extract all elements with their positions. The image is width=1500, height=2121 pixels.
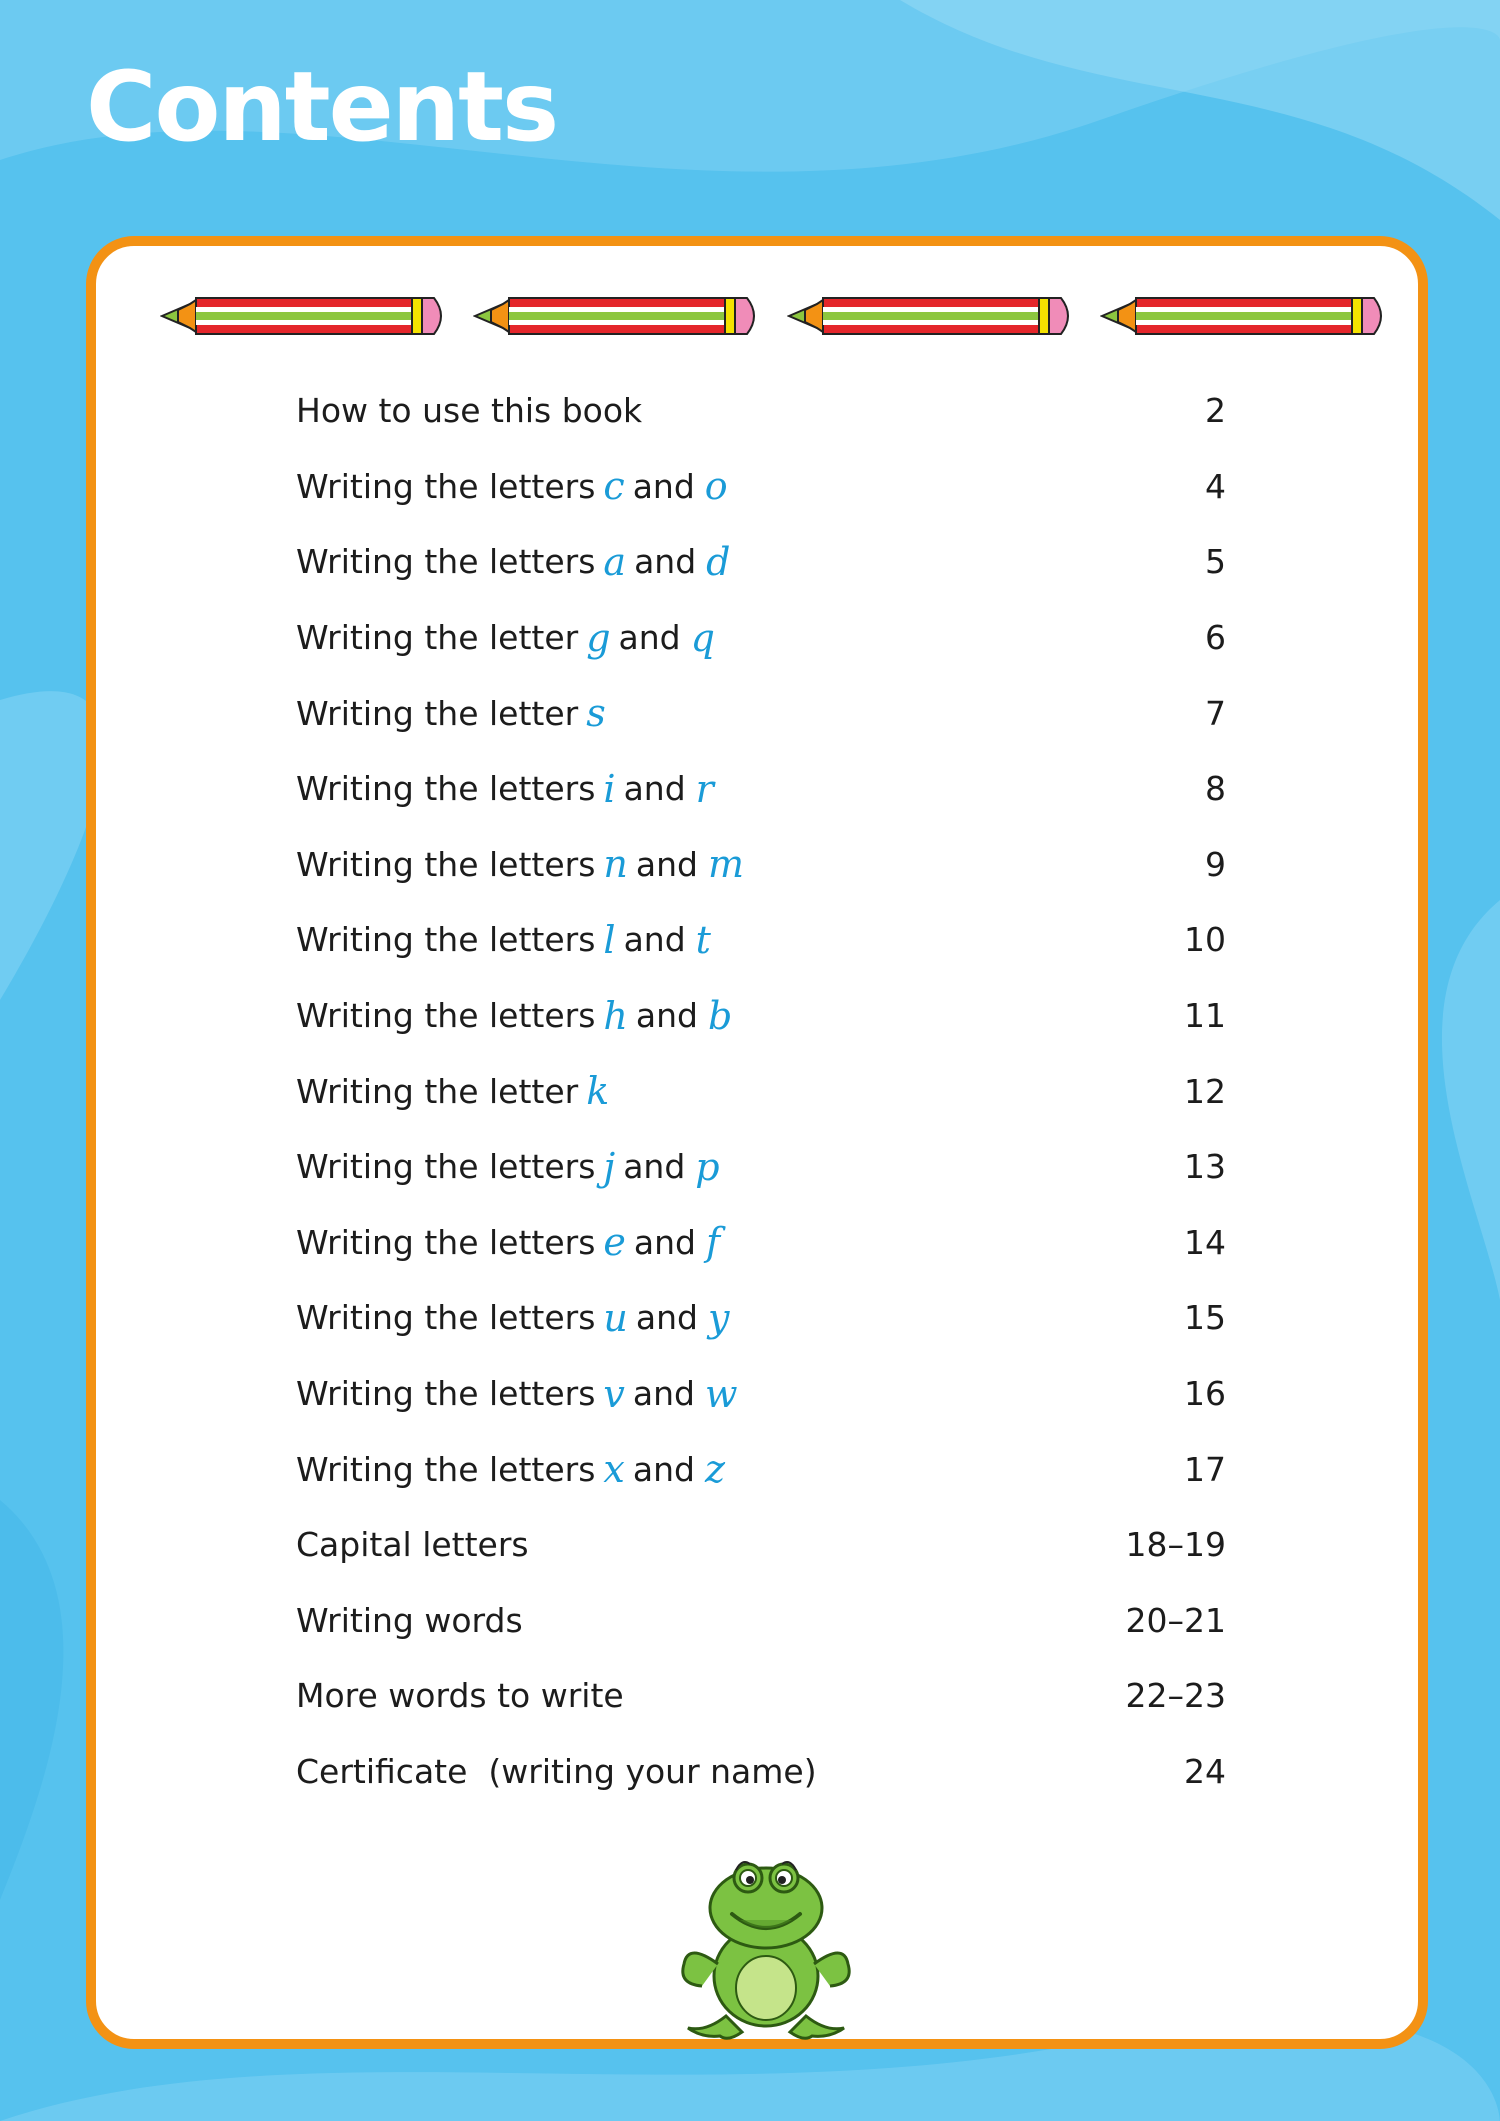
cursive-letter: j bbox=[603, 1144, 616, 1189]
toc-page-number: 7 bbox=[1205, 693, 1226, 733]
toc-entry[interactable] bbox=[296, 1280, 1226, 1356]
page-title: Contents bbox=[86, 51, 558, 163]
toc-page-number: 13 bbox=[1184, 1147, 1226, 1187]
cursive-letter: l bbox=[603, 917, 616, 962]
toc-entry[interactable] bbox=[296, 978, 1226, 1054]
toc-entry-title: Writing the letter s bbox=[296, 691, 612, 735]
toc-entry-title: Capital letters bbox=[296, 1525, 529, 1565]
toc-page-number: 8 bbox=[1205, 769, 1226, 809]
cursive-letter: c bbox=[603, 464, 625, 509]
toc-entry[interactable] bbox=[296, 1734, 1226, 1810]
toc-page-number: 4 bbox=[1205, 466, 1226, 506]
toc-page-number: 20–21 bbox=[1125, 1600, 1226, 1640]
cursive-letter: m bbox=[707, 842, 745, 887]
toc-entry-title: More words to write bbox=[296, 1676, 624, 1716]
cursive-letter: i bbox=[603, 766, 616, 811]
cursive-letter: g bbox=[586, 615, 611, 660]
toc-entry-title: Writing the letters j and p bbox=[296, 1145, 726, 1189]
toc-entry-title: Writing the letters l and t bbox=[296, 918, 717, 962]
cursive-letter: d bbox=[706, 539, 731, 584]
toc-entry[interactable] bbox=[296, 524, 1226, 600]
toc-entry-title: Writing the letter k bbox=[296, 1069, 615, 1113]
toc-page-number: 24 bbox=[1184, 1751, 1226, 1791]
toc-page-number: 12 bbox=[1184, 1071, 1226, 1111]
toc-entry-title: Writing words bbox=[296, 1600, 523, 1640]
cursive-letter: a bbox=[603, 539, 627, 584]
toc-entry-title: Writing the letter g and q bbox=[296, 616, 721, 660]
cursive-letter: u bbox=[603, 1295, 628, 1340]
toc-entry-title: Writing the letters u and y bbox=[296, 1296, 735, 1340]
pencil-icon bbox=[787, 292, 1077, 340]
frog-illustration bbox=[666, 1846, 866, 2046]
cursive-letter: v bbox=[603, 1371, 625, 1416]
toc-entry[interactable] bbox=[296, 449, 1226, 525]
cursive-letter: r bbox=[695, 766, 714, 811]
toc-page-number: 14 bbox=[1184, 1222, 1226, 1262]
cursive-letter: e bbox=[603, 1220, 626, 1265]
toc-entry-title: How to use this book bbox=[296, 391, 643, 431]
toc-page-number: 2 bbox=[1205, 391, 1226, 431]
toc-entry[interactable] bbox=[296, 1205, 1226, 1281]
cursive-letter: w bbox=[704, 1371, 738, 1416]
cursive-letter: b bbox=[707, 993, 733, 1038]
toc-entry[interactable] bbox=[296, 1053, 1226, 1129]
toc-page-number: 15 bbox=[1184, 1298, 1226, 1338]
table-of-contents bbox=[296, 373, 1226, 1809]
toc-entry[interactable] bbox=[296, 751, 1226, 827]
toc-entry[interactable] bbox=[296, 1129, 1226, 1205]
toc-entry-title: Writing the letters i and r bbox=[296, 767, 720, 811]
toc-entry[interactable] bbox=[296, 1507, 1226, 1583]
toc-entry-title: Writing the letters c and o bbox=[296, 464, 734, 508]
toc-entry[interactable] bbox=[296, 1356, 1226, 1432]
toc-page-number: 17 bbox=[1184, 1449, 1226, 1489]
toc-page-number: 16 bbox=[1184, 1374, 1226, 1414]
pencil-icon bbox=[473, 292, 763, 340]
cursive-letter: z bbox=[704, 1447, 725, 1492]
cursive-letter: q bbox=[690, 615, 715, 660]
toc-page-number: 10 bbox=[1184, 920, 1226, 960]
cursive-letter: x bbox=[603, 1447, 625, 1492]
toc-entry[interactable] bbox=[296, 1431, 1226, 1507]
toc-entry[interactable] bbox=[296, 373, 1226, 449]
cursive-letter: s bbox=[586, 691, 606, 736]
cursive-letter: h bbox=[603, 993, 628, 1038]
cursive-letter: n bbox=[603, 842, 628, 887]
cursive-letter: o bbox=[704, 464, 728, 509]
toc-entry-title: Writing the letters x and z bbox=[296, 1447, 731, 1491]
toc-page-number: 11 bbox=[1184, 996, 1226, 1036]
toc-entry-title: Writing the letters a and d bbox=[296, 540, 736, 584]
toc-entry-title: Certificate (writing your name) bbox=[296, 1751, 817, 1791]
toc-page-number: 18–19 bbox=[1125, 1525, 1226, 1565]
pencil-row bbox=[160, 292, 1390, 340]
cursive-letter: k bbox=[586, 1069, 610, 1114]
toc-entry[interactable] bbox=[296, 600, 1226, 676]
cursive-letter: y bbox=[707, 1295, 730, 1340]
toc-entry[interactable] bbox=[296, 1583, 1226, 1659]
toc-entry[interactable] bbox=[296, 827, 1226, 903]
pencil-icon bbox=[1100, 292, 1390, 340]
toc-page-number: 22–23 bbox=[1125, 1676, 1226, 1716]
cursive-letter: t bbox=[695, 917, 711, 962]
toc-entry[interactable] bbox=[296, 675, 1226, 751]
toc-entry[interactable] bbox=[296, 1658, 1226, 1734]
toc-entry-title: Writing the letters n and m bbox=[296, 842, 750, 886]
pencil-icon bbox=[160, 292, 450, 340]
toc-entry-title: Writing the letters e and f bbox=[296, 1220, 726, 1264]
toc-entry[interactable] bbox=[296, 902, 1226, 978]
toc-page-number: 5 bbox=[1205, 542, 1226, 582]
toc-entry-title: Writing the letters h and b bbox=[296, 994, 738, 1038]
contents-panel bbox=[86, 236, 1428, 2049]
toc-page-number: 6 bbox=[1205, 618, 1226, 658]
toc-entry-title: Writing the letters v and w bbox=[296, 1372, 744, 1416]
cursive-letter: f bbox=[706, 1220, 721, 1265]
toc-page-number: 9 bbox=[1205, 844, 1226, 884]
cursive-letter: p bbox=[695, 1144, 720, 1189]
